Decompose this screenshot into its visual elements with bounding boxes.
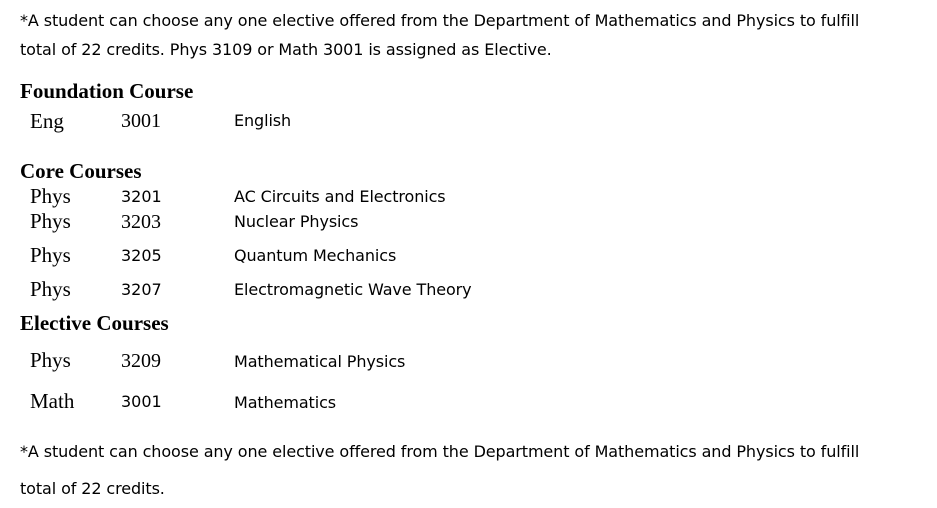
foundation-course-subject: Eng: [30, 109, 64, 133]
foundation-course-number: 3001: [121, 110, 161, 132]
core-course-number: 3207: [121, 280, 162, 299]
core-course-title: AC Circuits and Electronics: [234, 187, 446, 206]
core-course-title: Electromagnetic Wave Theory: [234, 280, 472, 299]
core-course-subject: Phys: [30, 184, 71, 208]
elective-course-title: Mathematical Physics: [234, 352, 406, 371]
bottom-note-line-2: total of 22 credits.: [20, 479, 165, 498]
core-course-title: Nuclear Physics: [234, 212, 359, 231]
core-course-number: 3203: [121, 211, 161, 233]
top-note-line-1: *A student can choose any one elective offered from the Department of Mathematics and Physics to fulfill: [20, 11, 860, 30]
core-course-subject: Phys: [30, 243, 71, 267]
elective-course-subject: Math: [30, 389, 75, 413]
core-course-number: 3201: [121, 187, 162, 206]
core-course-number: 3205: [121, 246, 162, 265]
core-course-title: Quantum Mechanics: [234, 246, 397, 265]
core-course-subject: Phys: [30, 209, 71, 233]
core-course-subject: Phys: [30, 277, 71, 301]
bottom-note-line-1: *A student can choose any one elective offered from the Department of Mathematics and Physics to fulfill: [20, 442, 860, 461]
elective-heading: Elective Courses: [20, 311, 169, 335]
elective-course-number: 3209: [121, 350, 161, 372]
elective-course-subject: Phys: [30, 348, 71, 372]
foundation-course-title: English: [234, 111, 292, 130]
top-note-line-2: total of 22 credits. Phys 3109 or Math 3001 is assigned as Elective.: [20, 40, 552, 59]
foundation-heading: Foundation Course: [20, 79, 194, 103]
elective-course-title: Mathematics: [234, 393, 337, 412]
core-heading: Core Courses: [20, 159, 142, 183]
elective-course-number: 3001: [121, 392, 162, 411]
